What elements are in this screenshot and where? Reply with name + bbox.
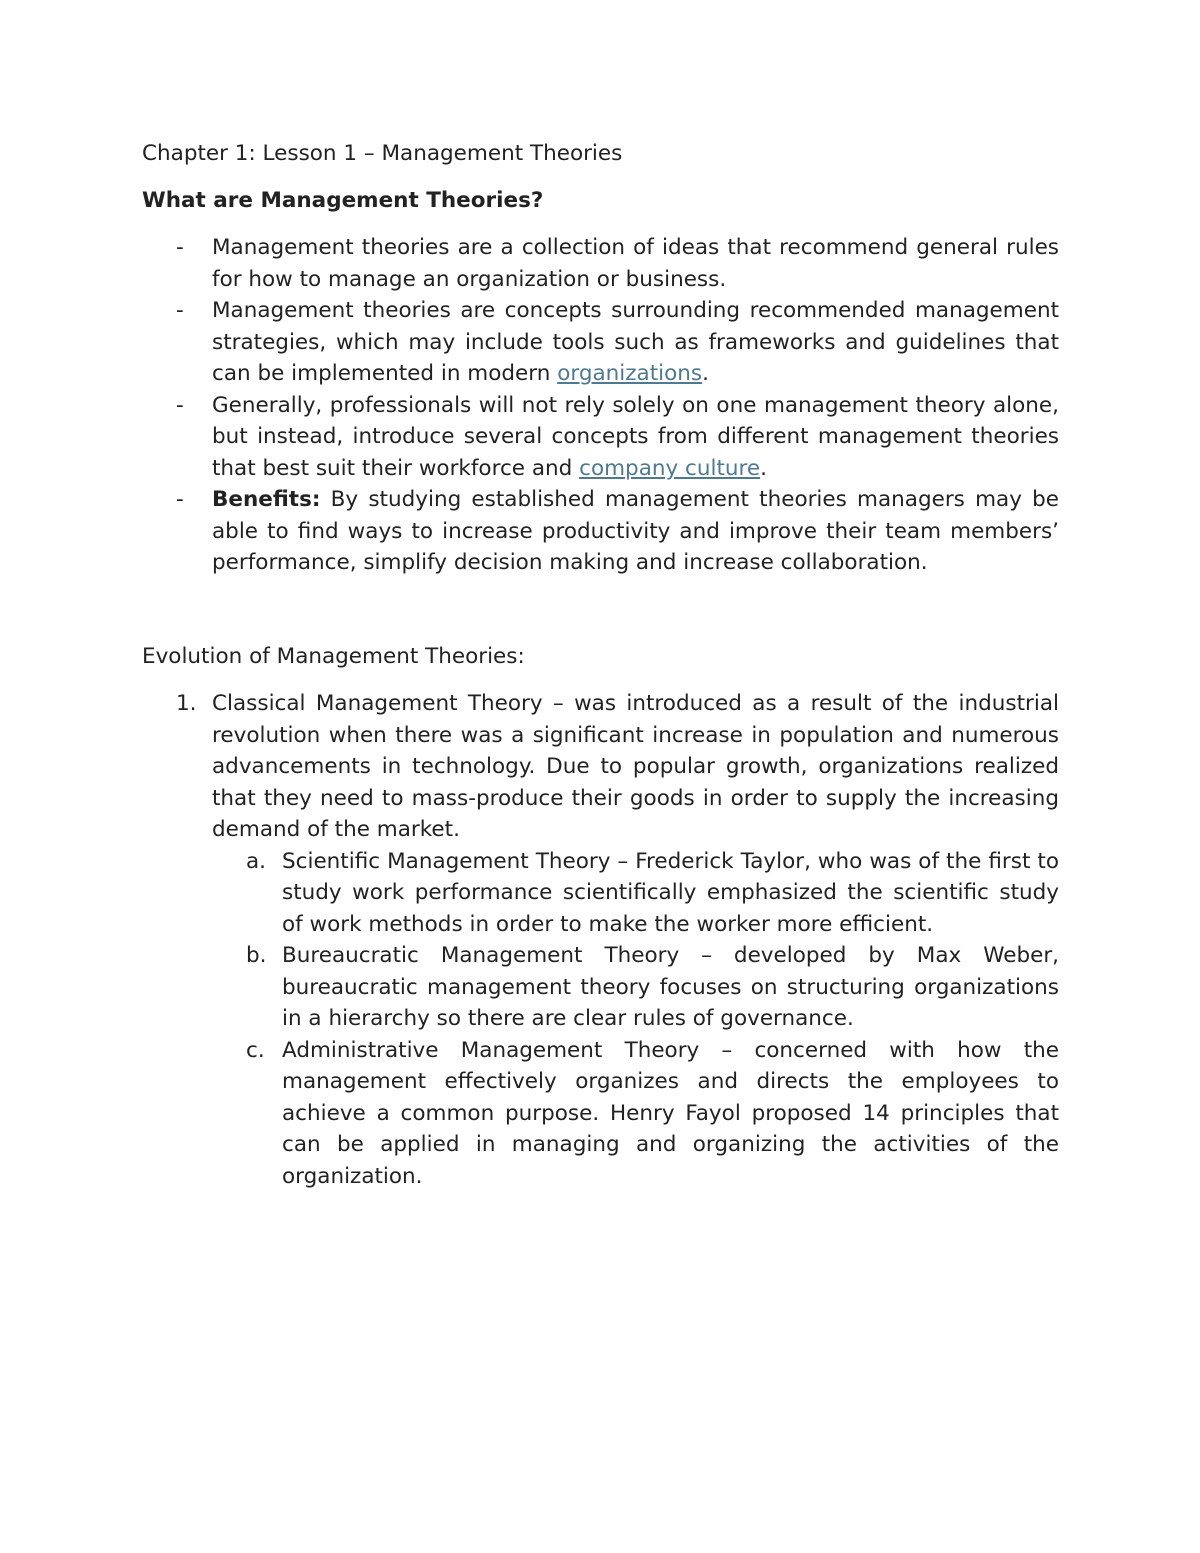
spacer: [142, 579, 1059, 641]
sub-list-item: [212, 846, 1059, 941]
definition-list: [142, 232, 1059, 579]
bullet-marker: -: [176, 298, 184, 323]
list-item: [142, 688, 1059, 1192]
list-item: [142, 390, 1059, 485]
evolution-title: Evolution of Management Theories:: [142, 643, 525, 669]
bullet-text: By studying established management theories managers may be able to find ways to increase productivity and improve their team members’ performance, simplify decision making and increase collaboration.: [212, 487, 1059, 575]
letter-marker: c.: [246, 1037, 265, 1063]
bullet-marker: -: [176, 392, 184, 418]
sub-item-text: Administrative Management Theory – concerned with how the management effectively organizes and directs the employees to achieve a common purpose. Henry Fayol proposed 14 principles that can be applied in managing and organizing the activities of the organization.: [282, 1037, 1059, 1189]
bullet-marker: -: [176, 487, 184, 512]
evolution-list: [142, 688, 1059, 1192]
letter-marker: b.: [246, 943, 267, 968]
organizations-link[interactable]: organizations: [557, 361, 703, 386]
number-marker: 1.: [176, 691, 197, 716]
bullet-marker: -: [176, 235, 184, 260]
page-title: Chapter 1: Lesson 1 – Management Theories: [142, 141, 623, 166]
sub-list-item: [212, 1035, 1059, 1193]
bullet-text: Generally, professionals will not rely solely on one management theory alone, but instead, introduce several concepts from different management theories that best suit their workforce and: [212, 392, 1059, 481]
company-culture-link[interactable]: company culture: [579, 455, 761, 481]
bullet-text: Management theories are a collection of ideas that recommend general rules for how to manage an organization or business.: [212, 235, 1059, 292]
sub-list-item: [212, 940, 1059, 1035]
sub-list: [212, 846, 1059, 1193]
document-page: [142, 138, 1059, 1192]
item-text: Classical Management Theory – was introduced as a result of the industrial revolution when there was a significant increase in population and numerous advancements in technology. Due to popular growth, organizations realized that they need to mass-produce their goods in order to supply the increasing demand of the market.: [212, 691, 1059, 842]
bullet-text: Management theories are concepts surrounding recommended management strategies, which may include tools such as frameworks and guidelines that can be implemented in modern: [212, 298, 1059, 386]
list-item: [142, 484, 1059, 579]
list-item: [142, 295, 1059, 390]
benefits-label: Benefits:: [212, 487, 321, 512]
list-item: [142, 232, 1059, 295]
bullet-text-end: .: [760, 455, 767, 481]
bullet-text-end: .: [702, 361, 709, 386]
sub-item-text: Scientific Management Theory – Frederick Taylor, who was of the first to study work performance scientifically emphasized the scientific study of work methods in order to make the worker more efficient.: [282, 848, 1059, 937]
section-heading: What are Management Theories?: [142, 187, 544, 213]
sub-item-text: Bureaucratic Management Theory – developed by Max Weber, bureaucratic management theory focuses on structuring organizations in a hierarchy so there are clear rules of governance.: [282, 943, 1059, 1031]
letter-marker: a.: [246, 848, 267, 874]
